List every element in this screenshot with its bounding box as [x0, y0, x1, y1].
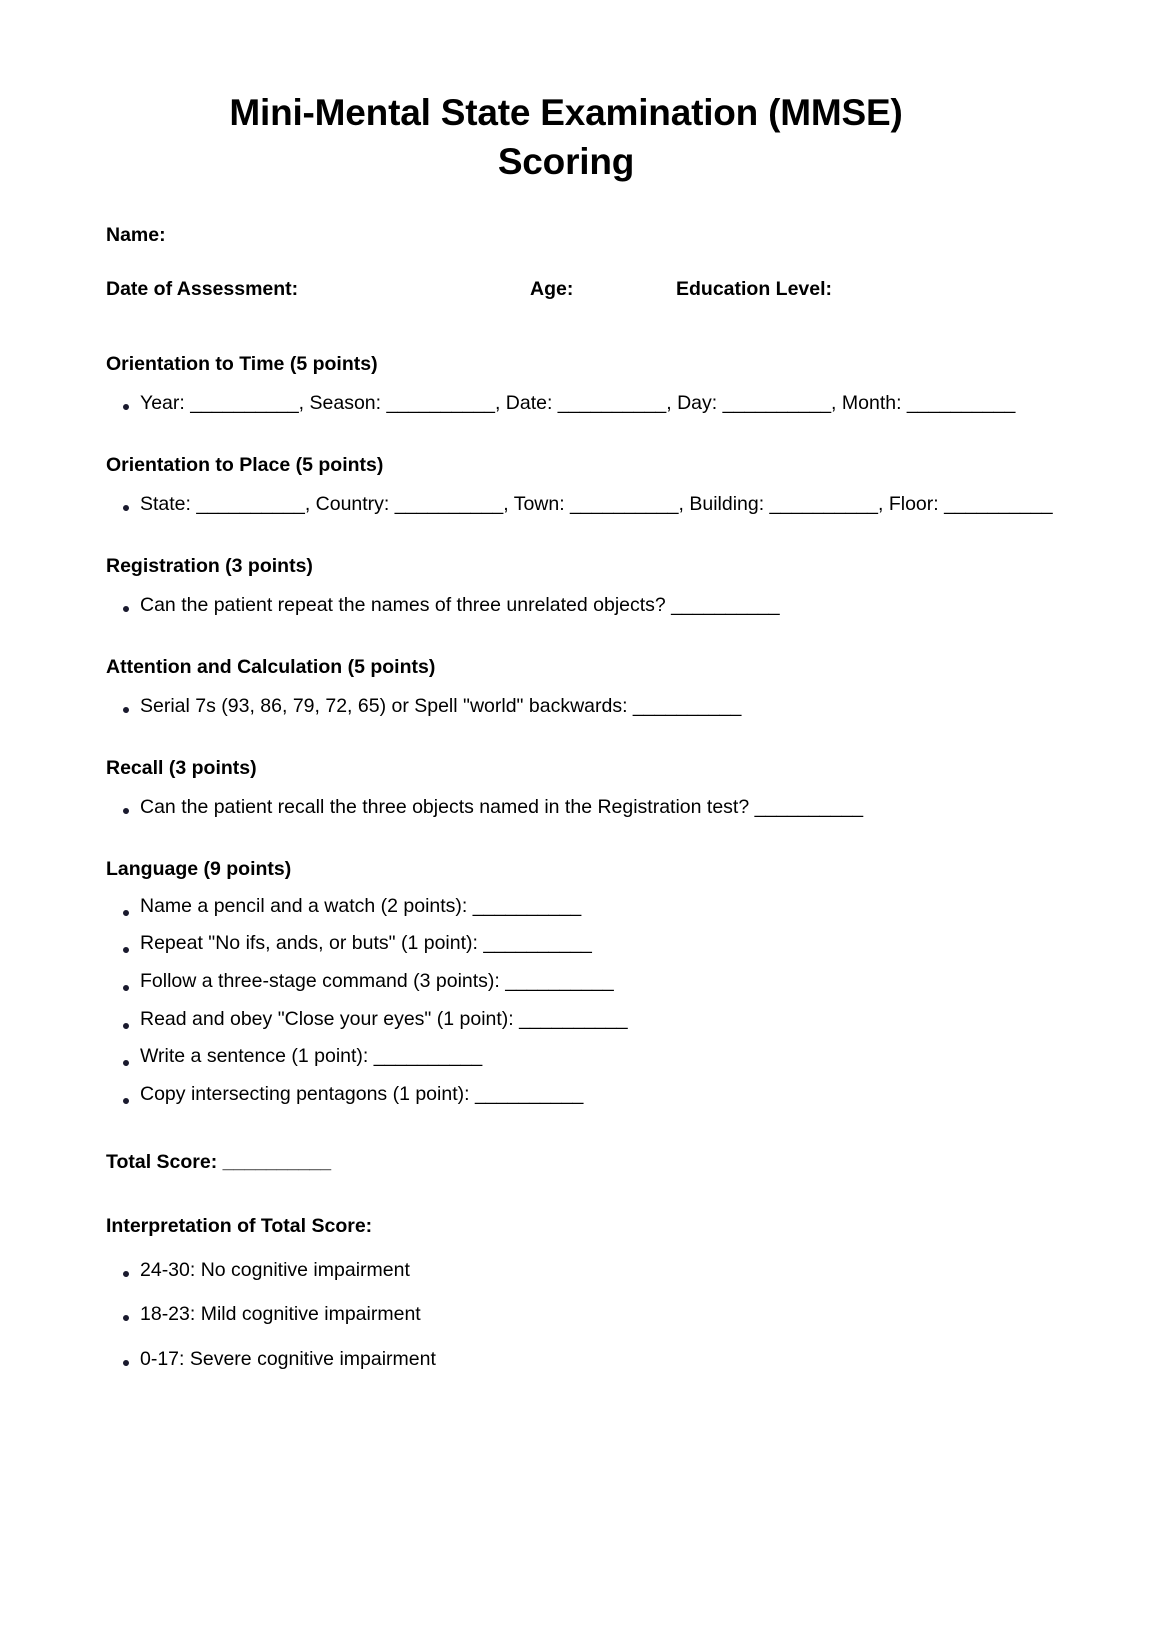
list-item: Read and obey "Close your eyes" (1 point): __________ — [106, 995, 1070, 1033]
interpretation-list — [106, 1239, 1070, 1373]
section-orientation-to-time — [106, 304, 1070, 417]
list-item: Can the patient recall the three objects named in the Registration test? __________ — [106, 780, 1070, 821]
list-item: 0-17: Severe cognitive impairment — [106, 1328, 1070, 1373]
list-item: 18-23: Mild cognitive impairment — [106, 1283, 1070, 1328]
section-item-list — [106, 376, 1070, 417]
section-item-list — [106, 679, 1070, 720]
section-item-list — [106, 477, 1070, 518]
list-item: Write a sentence (1 point): __________ — [106, 1032, 1070, 1070]
education-level-label: Education Level: — [676, 277, 833, 300]
list-item: Name a pencil and a watch (2 points): __________ — [106, 882, 1070, 920]
name-row — [106, 224, 1070, 247]
date-of-assessment-label: Date of Assessment: — [106, 277, 299, 300]
name-label: Name: — [106, 224, 166, 247]
section-item-list — [106, 578, 1070, 619]
age-label: Age: — [530, 277, 574, 300]
section-orientation-to-place — [106, 417, 1070, 518]
section-item-list — [106, 780, 1070, 821]
list-item: 24-30: No cognitive impairment — [106, 1239, 1070, 1284]
list-item: Can the patient repeat the names of three unrelated objects? __________ — [106, 578, 1070, 619]
list-item: Serial 7s (93, 86, 79, 72, 65) or Spell "world" backwards: __________ — [106, 679, 1070, 720]
page-title-line-1: Mini-Mental State Examination (MMSE) — [229, 92, 903, 133]
section-registration — [106, 518, 1070, 619]
list-item: Follow a three-stage command (3 points): __________ — [106, 957, 1070, 995]
list-item: Repeat "No ifs, ands, or buts" (1 point): __________ — [106, 919, 1070, 957]
section-item-list — [106, 882, 1070, 1108]
document-content — [106, 0, 1070, 1373]
section-heading: Orientation to Place (5 points) — [106, 453, 384, 476]
section-heading: Orientation to Time (5 points) — [106, 352, 378, 375]
total-score-label: Total Score: __________ — [106, 1150, 332, 1173]
assessment-row — [106, 278, 1070, 304]
list-item: State: __________, Country: __________, Town: __________, Building: __________, Floor: __________ — [106, 477, 1070, 518]
section-language — [106, 821, 1070, 1108]
list-item: Copy intersecting pentagons (1 point): __________ — [106, 1070, 1070, 1108]
list-item: Year: __________, Season: __________, Date: __________, Day: __________, Month: __________ — [106, 376, 1070, 417]
section-recall — [106, 720, 1070, 821]
page-title — [106, 0, 1026, 186]
section-heading: Attention and Calculation (5 points) — [106, 656, 436, 679]
page-title-line-2: Scoring — [497, 141, 635, 183]
patient-header-block — [106, 224, 1070, 303]
interpretation-heading: Interpretation of Total Score: — [106, 1215, 373, 1238]
section-heading: Recall (3 points) — [106, 757, 257, 780]
section-heading: Registration (3 points) — [106, 554, 313, 577]
section-heading: Language (9 points) — [106, 858, 292, 881]
section-attention-and-calculation — [106, 619, 1070, 720]
